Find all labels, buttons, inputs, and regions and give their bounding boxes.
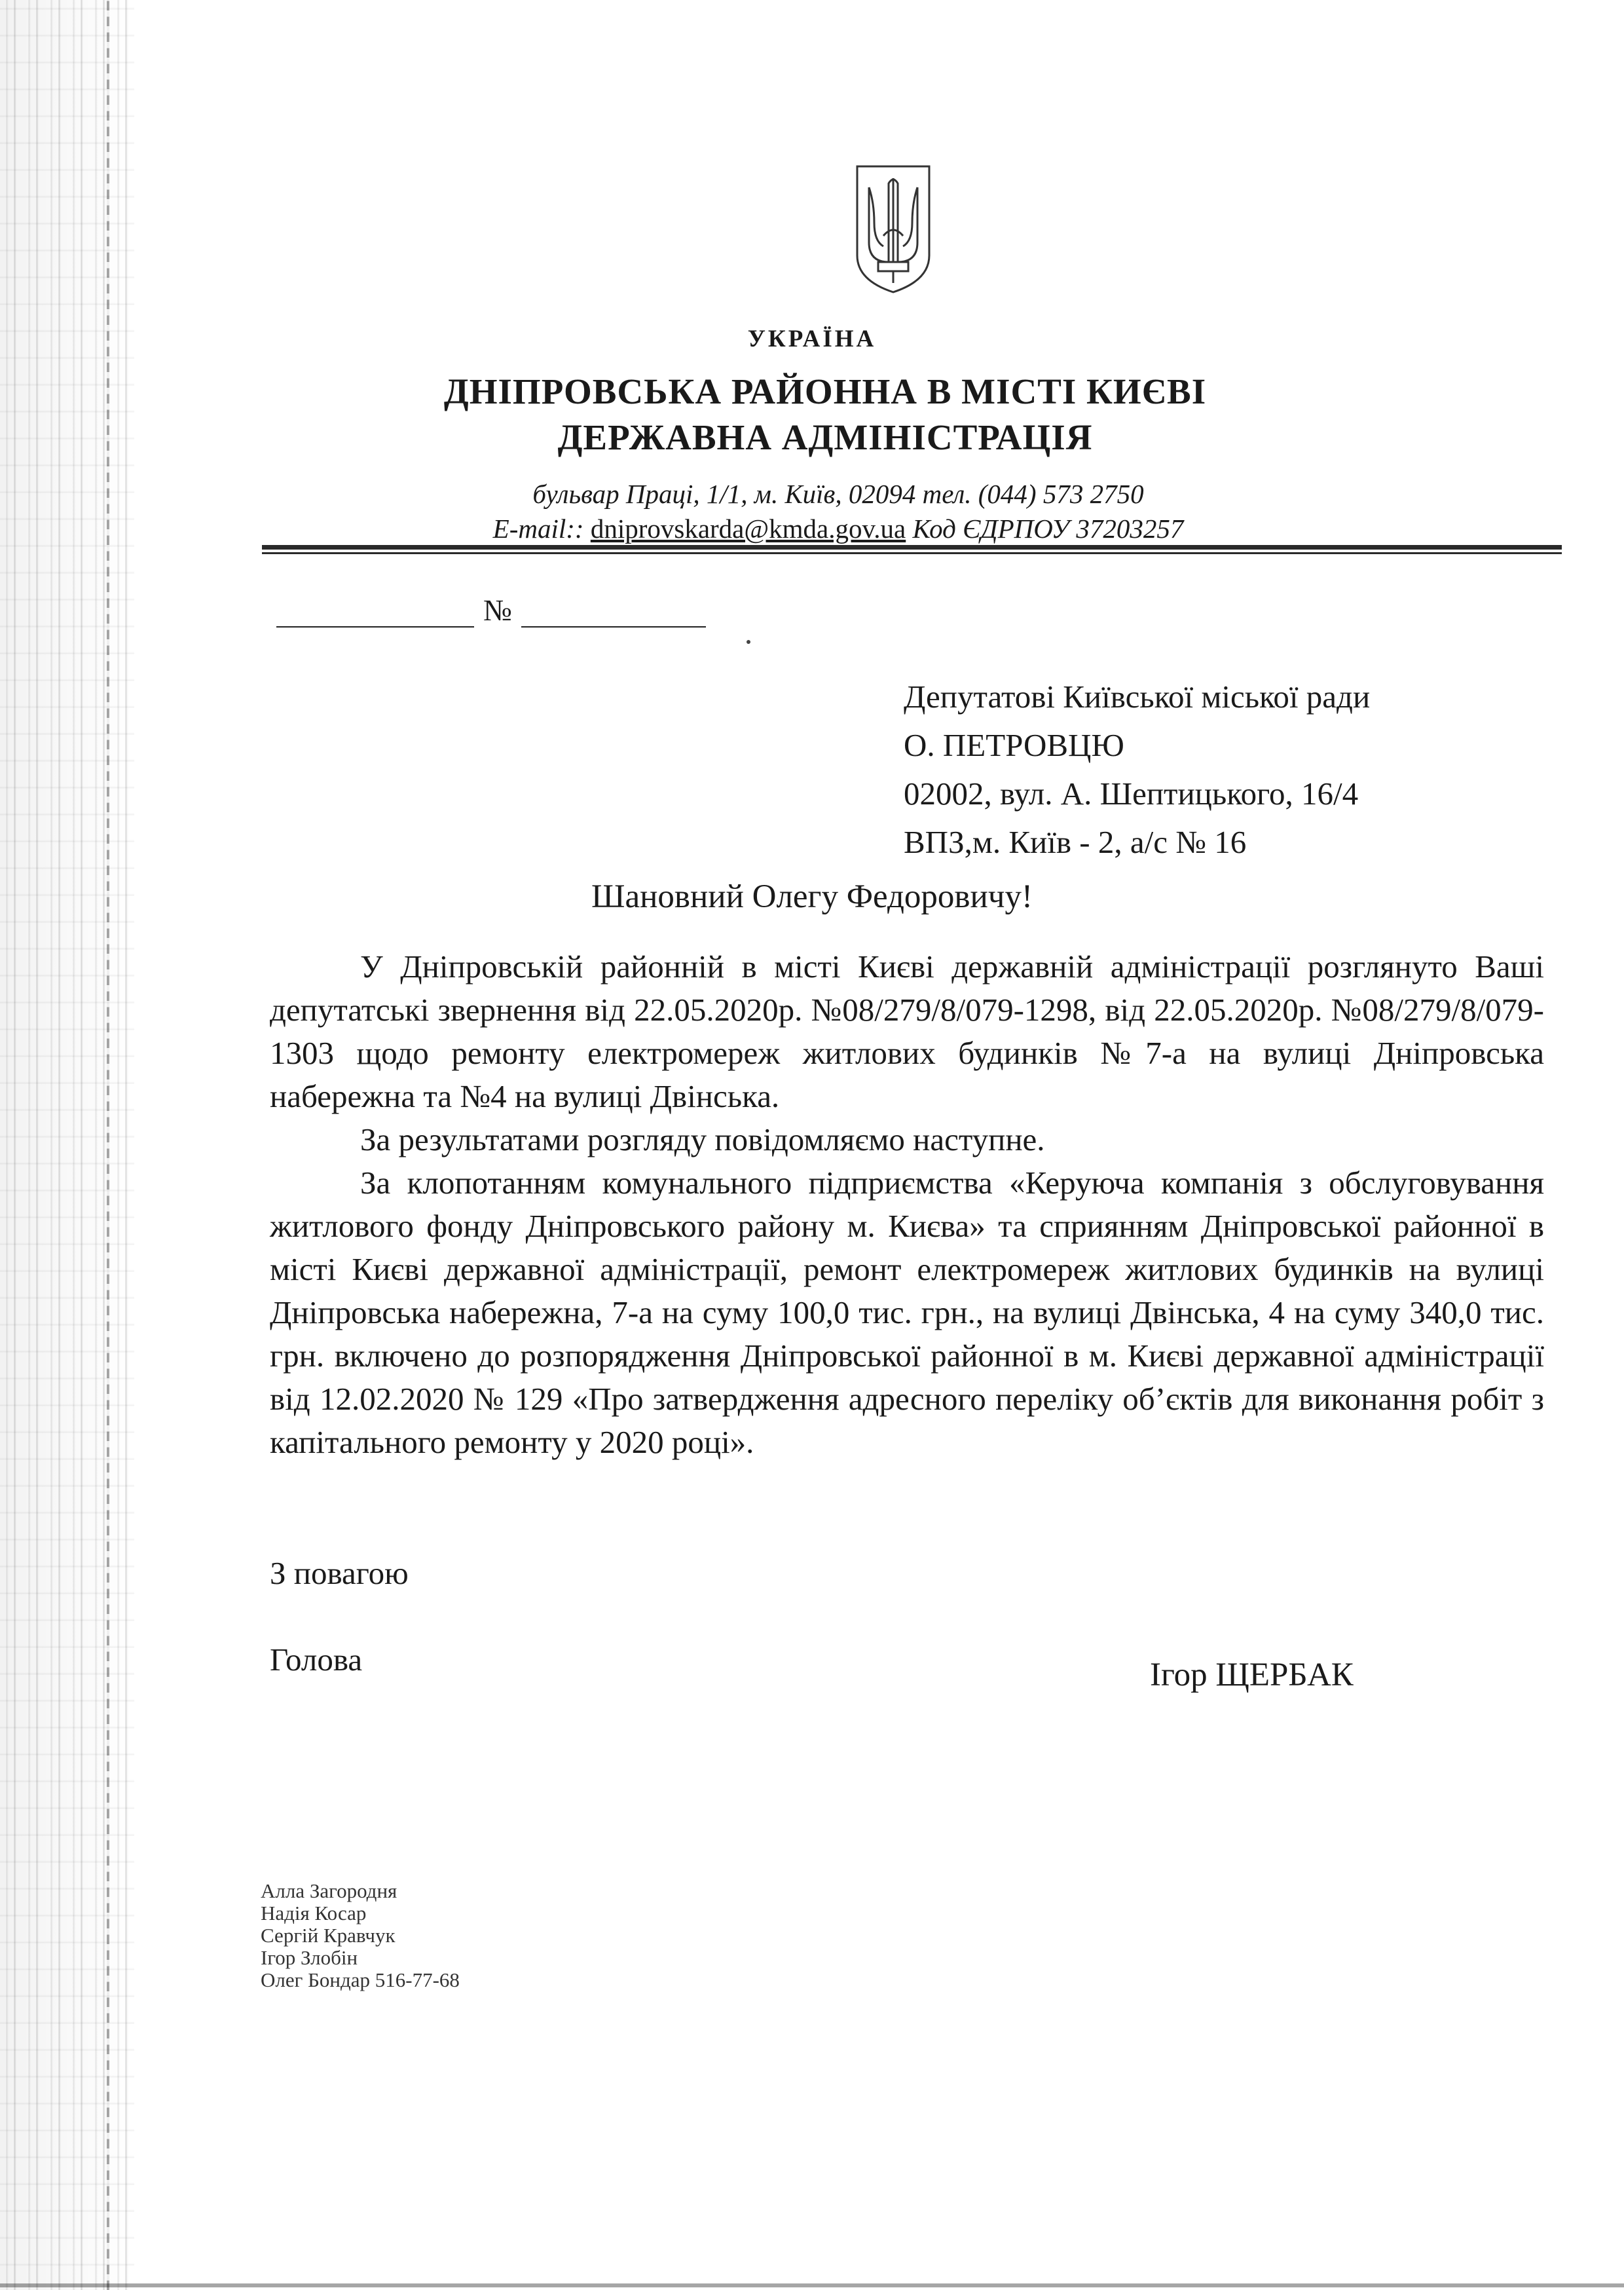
organization-name-line2: ДЕРЖАВНА АДМІНІСТРАЦІЯ	[557, 417, 1093, 457]
scan-speck	[747, 640, 750, 644]
organization-name-line1: ДНІПРОВСЬКА РАЙОННА В МІСТІ КИЄВІ	[443, 371, 1207, 411]
scan-bottom-edge	[0, 2283, 1624, 2287]
addressee-name: О. ПЕТРОВЦЮ	[904, 727, 1124, 763]
executor-item: Надія Косар	[261, 1902, 367, 1924]
body-paragraph: За клопотанням комунального підприємства «Керуюча компанія з обслуговування житлового фонду Дніпровського району м. Києва» та сприянням Дніпровської районної в місті Києві державної адміністрації, ремонт електромереж житлових будинків на вулиці Дніпровська набережна, 7-а на суму 100,0 тис. грн., на вулиці Двінська, 4 на суму 340,0 тис. грн. включено до розпорядження Дніпровської районної в м. Києві державної адміністрації від 12.02.2020 № 129 «Про затвердження адресного переліку об’єктів для виконання робіт з капітального ремонту у 2020 році».	[270, 1165, 1544, 1460]
addressee-line: Депутатові Київської міської ради	[904, 679, 1371, 715]
body-paragraph: У Дніпровській районній в місті Києві державній адміністрації розглянуто Ваші депутатські звернення від 22.05.2020р. №08/279/8/079-1298, від 22.05.2020р. №08/279/8/079-1303 щодо ремонту електромереж житлових будинків №7-а на вулиці Дніпровська набережна та №4 на вулиці Двінська.	[270, 948, 1544, 1114]
executor-item: Алла Загородня	[261, 1879, 397, 1902]
registration-number-blank	[521, 600, 706, 628]
signer-name: Ігор ЩЕРБАК	[1150, 1657, 1354, 1693]
addressee-line: 02002, вул. А. Шептицького, 16/4	[904, 776, 1359, 812]
country-title: УКРАЇНА	[747, 326, 877, 352]
executor-item: Олег Бондар 516-77-68	[261, 1968, 460, 1991]
number-sign: №	[483, 593, 512, 627]
edrpou-code: Код ЄДРПОУ 37203257	[912, 514, 1184, 544]
body-paragraph: За результатами розгляду повідомляємо наступне.	[360, 1121, 1045, 1157]
registration-date-blank	[276, 600, 474, 628]
letter-body	[270, 945, 1544, 1464]
executor-item: Ігор Злобін	[261, 1946, 358, 1969]
signer-position: Голова	[270, 1642, 363, 1678]
registration-line	[276, 593, 706, 628]
executors-list	[261, 1880, 460, 1991]
organization-contacts	[26, 513, 1624, 544]
closing-regards: З повагою	[270, 1555, 409, 1591]
email-link[interactable]: dniprovskarda@kmda.gov.ua	[590, 514, 906, 544]
email-label: E-mail::	[492, 514, 584, 544]
addressee-line: ВПЗ,м. Київ - 2, а/с № 16	[904, 824, 1247, 860]
executor-item: Сергій Кравчук	[261, 1924, 396, 1947]
salutation: Шановний Олегу Федоровичу!	[591, 878, 1033, 915]
addressee-block	[904, 673, 1370, 867]
letterhead-rule-thick	[262, 545, 1562, 550]
letterhead-rule-thin	[262, 552, 1562, 554]
trident-coat-of-arms-icon	[855, 164, 932, 295]
organization-address: бульвар Праці, 1/1, м. Київ, 02094 тел. (044) 573 2750	[532, 479, 1144, 509]
